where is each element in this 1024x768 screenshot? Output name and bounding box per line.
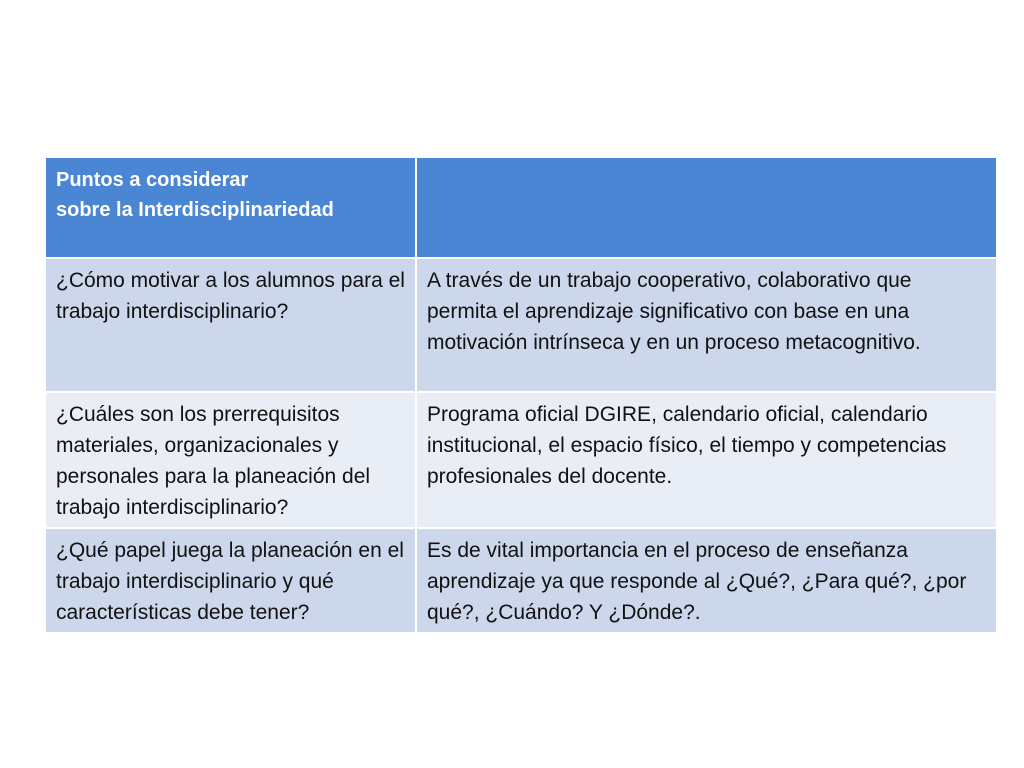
question-cell: ¿Qué papel juega la planeación en el trabajo interdisciplinario y qué características debe tener? [45, 528, 416, 633]
interdisciplinarity-table [44, 156, 998, 634]
header-cell-empty [416, 157, 997, 258]
answer-cell: A través de un trabajo cooperativo, colaborativo que permita el aprendizaje significativo con base en una motivación intrínseca y en un proceso metacognitivo. [416, 258, 997, 392]
question-cell: ¿Cómo motivar a los alumnos para el trabajo interdisciplinario? [45, 258, 416, 392]
header-cell-topic: Puntos a considerar sobre la Interdisciplinariedad [45, 157, 416, 258]
table-row [45, 258, 997, 392]
answer-cell: Programa oficial DGIRE, calendario oficial, calendario institucional, el espacio físico, el tiempo y competencias profesionales del docente. [416, 392, 997, 528]
table-header-row [45, 157, 997, 258]
answer-cell: Es de vital importancia en el proceso de enseñanza aprendizaje ya que responde al ¿Qué?, ¿Para qué?, ¿por qué?, ¿Cuándo? Y ¿Dónde?. [416, 528, 997, 633]
table-row [45, 528, 997, 633]
question-cell: ¿Cuáles son los prerrequisitos materiales, organizacionales y personales para la planeación del trabajo interdisciplinario? [45, 392, 416, 528]
table-row [45, 392, 997, 528]
